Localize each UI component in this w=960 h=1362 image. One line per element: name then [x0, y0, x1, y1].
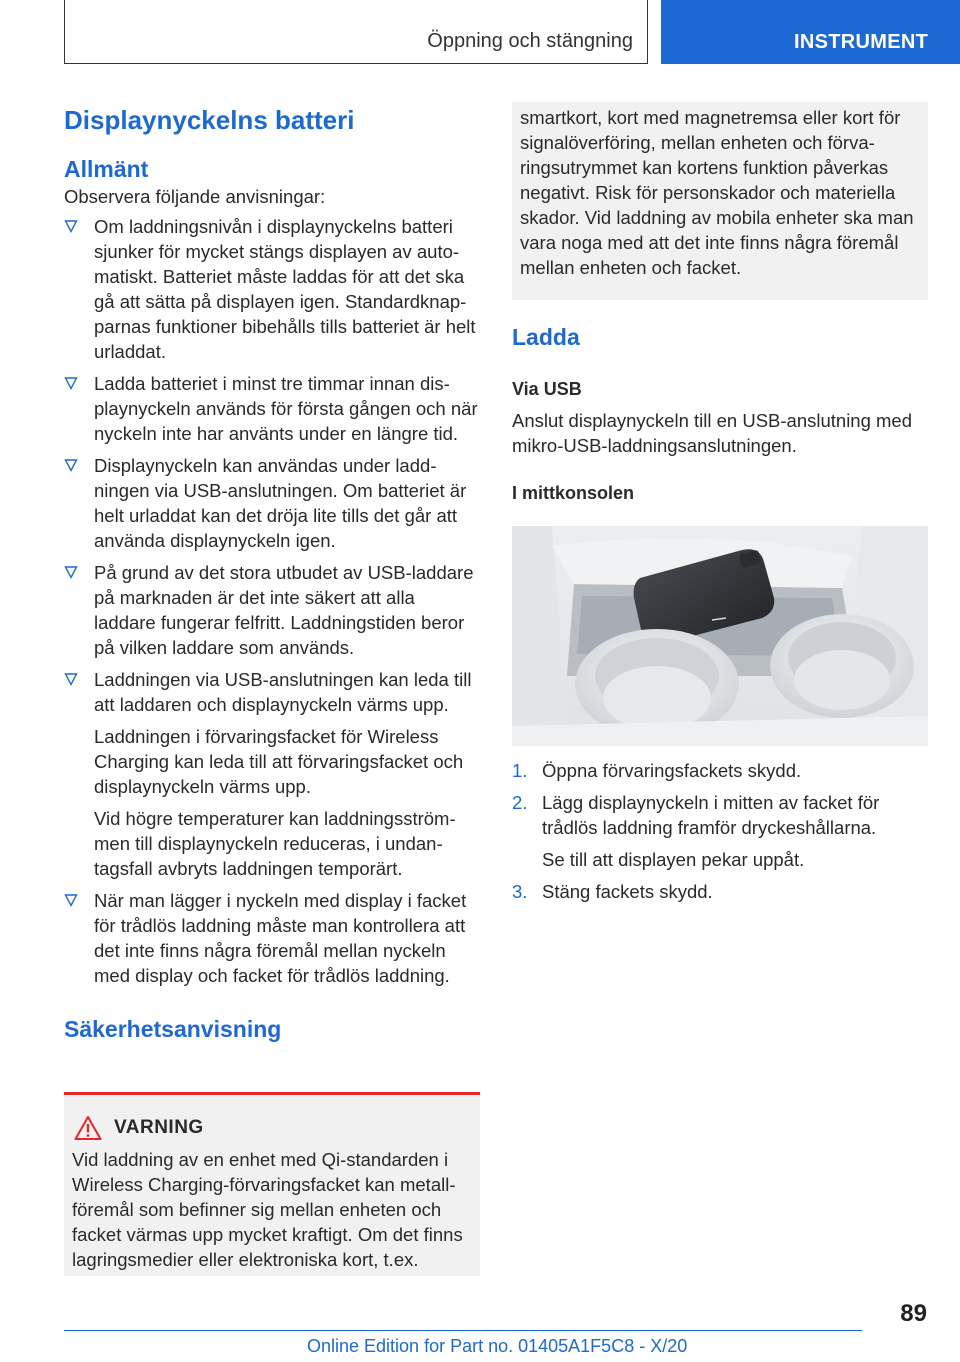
list-item	[512, 879, 928, 904]
heading-charge: Ladda	[512, 324, 580, 350]
list-item	[64, 214, 480, 364]
warning-triangle-icon	[74, 1115, 102, 1141]
intro-text: Observera följande anvisningar:	[64, 186, 326, 207]
subheading-center-console: I mittkonsolen	[512, 483, 635, 503]
heading-safety: Säkerhetsanvisning	[64, 1016, 282, 1042]
list-item-text: Displaynyckeln kan användas under laddningen via USB-anslutningen. Om batteriet är helt urladdat kan det dröja lite tills det går att använda displaynyckeln igen.	[94, 455, 467, 551]
step-text: Se till att displayen pekar uppåt.	[542, 849, 805, 870]
triangle-bullet-icon	[64, 458, 78, 472]
triangle-bullet-icon	[64, 565, 78, 579]
usb-text: Anslut displaynyckeln till en USB-anslutning med mikro-USB-laddningsanslutningen.	[512, 410, 913, 456]
list-item-text: När man lägger i nyckeln med display i facket för trådlös laddning måste man kontrollera att det inte finns några föremål mellan nyckeln med display och facket för trådlös laddning.	[94, 890, 467, 986]
list-item	[512, 758, 928, 783]
triangle-bullet-icon	[64, 376, 78, 390]
step-number: 1.	[512, 760, 528, 781]
header-chapter-box	[64, 0, 648, 64]
list-item	[512, 790, 928, 872]
heading-general: Allmänt	[64, 156, 149, 182]
subheading-usb: Via USB	[512, 379, 582, 399]
chapter-title: Öppning och stängning	[427, 30, 633, 52]
list-item-text: Vid högre temperaturer kan laddningsströmmen till displaynyckeln reduceras, i undantagsfall avbryts laddningen temporärt.	[94, 808, 456, 879]
step-text: Öppna förvaringsfackets skydd.	[542, 760, 802, 781]
page-number: 89	[900, 1300, 927, 1327]
triangle-bullet-icon	[64, 893, 78, 907]
footer-edition: Online Edition for Part no. 01405A1F5C8 - X/20	[307, 1336, 688, 1356]
center-console-photo	[512, 526, 928, 746]
warning-title: VARNING	[114, 1117, 204, 1138]
bullet-list	[64, 214, 480, 988]
list-item	[64, 667, 480, 881]
step-text: Lägg displaynyckeln i mitten av facket för trådlös laddning framför dryckeshållarna.	[542, 792, 880, 838]
triangle-bullet-icon	[64, 219, 78, 233]
list-item-text: Laddningen i förvaringsfacket för Wireless Charging kan leda till att förvaringsfacket och displaynyckeln värms upp.	[94, 726, 464, 797]
step-text: Stäng fackets skydd.	[542, 881, 713, 902]
warning-text: Vid laddning av en enhet med Qi-standarden i Wireless Charging-förvaringsfacket kan metallföremål som befinner sig mellan enheten och facket värmas upp mycket kraftigt. Om det finns lagringsmedier eller elektroniska kort, t.ex.	[72, 1149, 463, 1270]
left-column	[64, 102, 480, 1044]
list-item	[64, 560, 480, 660]
page-title: Displaynyckelns batteri	[64, 105, 355, 135]
section-tab-label: INSTRUMENT	[794, 31, 929, 53]
list-item-text: Ladda batteriet i minst tre timmar innan displaynyckeln används för första gången och när nyckeln inte har använts under en längre tid.	[94, 373, 478, 444]
step-number: 3.	[512, 881, 528, 902]
list-item-text: Om laddningsnivån i displaynyckelns batteri sjunker för mycket stängs displayen av automatiskt. Batteriet måste laddas för att det ska gå att sätta på displayen igen. Standardknapparnas funktioner bibehålls tills batteriet är helt urladdat.	[94, 216, 476, 362]
warning-box	[64, 1092, 480, 1276]
step-list	[512, 758, 928, 904]
list-item-text: Laddningen via USB-anslutningen kan leda till att laddaren och displaynyckeln värms upp.	[94, 669, 472, 715]
warning-continuation-text: smartkort, kort med magnetremsa eller kort för signalöverföring, mellan enheten och förvaringsutrymmet kan kortens funktion påverkas negativt. Risk för personskador och materiella skador. Vid laddning av mobila enheter ska man vara noga med att det inte finns några föremål mellan enheten och facket.	[520, 107, 914, 278]
list-item	[64, 888, 480, 988]
list-item-text: På grund av det stora utbudet av USB-laddare på marknaden är det inte säkert att alla laddare fungerar felfritt. Laddningstiden beror på vilken laddare som används.	[94, 562, 474, 658]
step-number: 2.	[512, 792, 528, 813]
list-item	[64, 371, 480, 446]
right-column	[512, 102, 928, 911]
footer-divider	[64, 1330, 862, 1331]
warning-continuation-box	[512, 102, 928, 300]
warning-header	[72, 1115, 472, 1141]
triangle-bullet-icon	[64, 672, 78, 686]
list-item	[64, 453, 480, 553]
section-tab[interactable]	[661, 0, 960, 64]
